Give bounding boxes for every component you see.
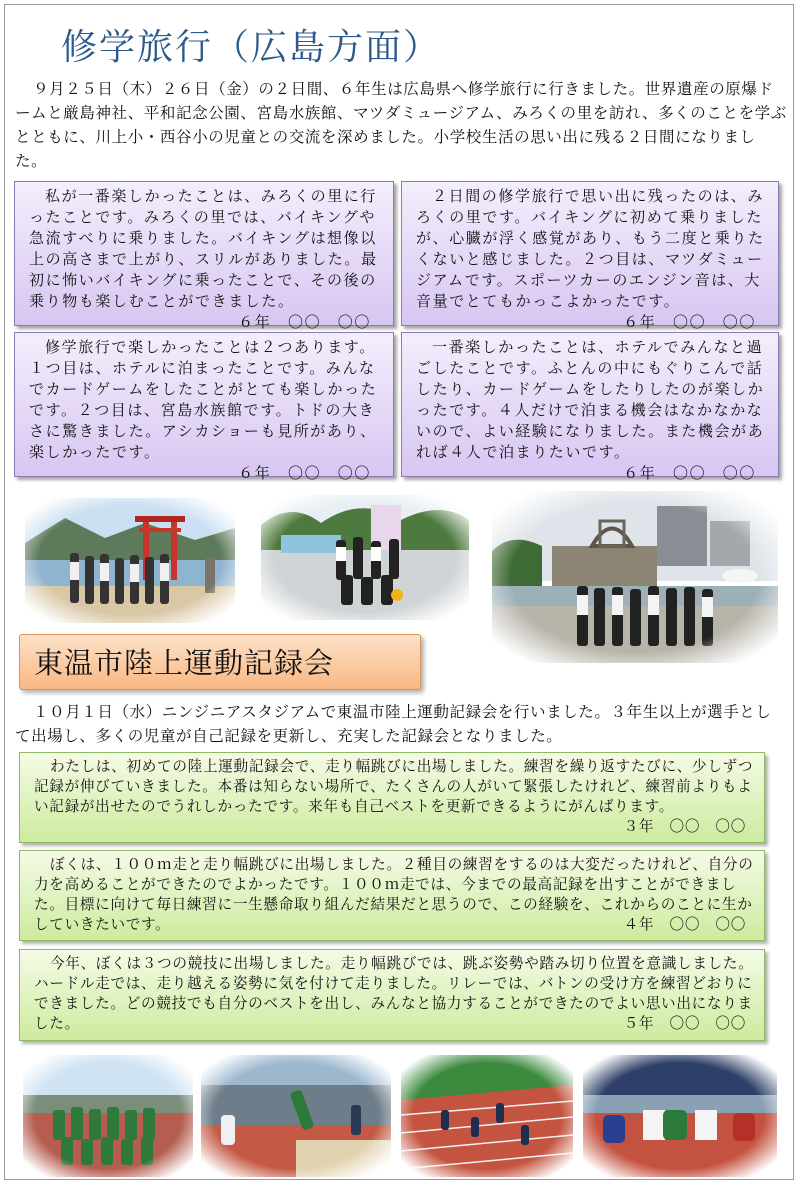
trip-comment-signature: ６年 〇〇 〇〇 xyxy=(238,464,371,482)
track-meet-intro-text: １０月１日（水）ニンジニアスタジアムで東温市陸上運動記録会を行いました。３年生以上が選手として出場し、多くの児童が自己記録を更新し、充実した記録会となりました。 xyxy=(15,703,772,745)
trip-comment-3 xyxy=(14,332,394,482)
track-meet-title: 東温市陸上運動記録会 xyxy=(19,634,421,690)
track-meet-intro xyxy=(15,700,787,748)
photo-sprint-race xyxy=(401,1055,573,1177)
trip-comment-2 xyxy=(401,181,779,331)
photo-theme-park xyxy=(261,495,469,620)
school-trip-title: 修学旅行（広島方面） xyxy=(61,27,442,68)
trip-comment-signature: ６年 〇〇 〇〇 xyxy=(238,313,371,331)
school-trip-intro-text: ９月２５日（木）２６日（金）の２日間、６年生は広島県へ修学旅行に行きました。世界遺産の原爆ドームと厳島神社、平和記念公園、宮島水族館、マツダミュージアム、みろくの里を訪れ、多くのことを学ぶとともに、川上小・西谷小の児童との交流を深めました。小学校生活の思い出に残る２日間になりました。 xyxy=(15,80,787,170)
trip-comment-4 xyxy=(401,332,779,482)
meet-comment-text: ぼくは、１００ｍ走と走り幅跳びに出場しました。２種目の練習をするのは大変だったけれど、自分の力を高めることができたのでよかったです。１００ｍ走では、今までの最高記録を出すことができました。目標に向けて毎日練習に一生懸命取り組んだ結果だと思うので、この経験を、これからのことに生かしていきたいです。 xyxy=(34,856,754,933)
meet-comment-3 xyxy=(19,949,765,1041)
photo-team-group xyxy=(23,1055,193,1177)
photo-long-jump xyxy=(201,1055,391,1177)
meet-comment-signature: ５年 〇〇 〇〇 xyxy=(623,1015,746,1032)
photo-relay-start xyxy=(583,1055,777,1177)
newsletter-page xyxy=(4,4,794,1180)
trip-comment-text: 私が一番楽しかったことは、みろくの里に行ったことです。みろくの里では、バイキングや急流すべりに乗りました。バイキングは想像以上の高さまで上がり、スリルがありました。最初に怖いバイキングに乗ったことで、その後の乗り物も楽しむことができました。 xyxy=(29,187,378,310)
meet-comment-1 xyxy=(19,752,765,843)
trip-comment-signature: ６年 〇〇 〇〇 xyxy=(623,313,756,331)
trip-comment-1 xyxy=(14,181,394,331)
trip-comment-text: ２日間の修学旅行で思い出に残ったのは、みろくの里です。バイキングに初めて乗りましたが、心臓が浮く感覚があり、もう二度と乗りたくないと感じました。２つ目は、マツダミュージアムです。スポーツカーのエンジン音は、大音量でとてもかっこよかったです。 xyxy=(416,187,765,310)
meet-comment-text: 今年、ぼくは３つの競技に出場しました。走り幅跳びでは、跳ぶ姿勢や踏み切り位置を意識しました。ハードル走では、走り越える姿勢に気を付けて走りました。リレーでは、バトンの受け方を練習どおりにできました。どの競技でも自分のベストを出し、みんなと協力することができたのでよい思い出になりました。 xyxy=(34,955,754,1032)
school-trip-intro xyxy=(15,77,787,173)
photo-itsukushima-shrine xyxy=(25,498,235,623)
photo-atomic-bomb-dome xyxy=(492,491,778,663)
meet-comment-signature: ３年 〇〇 〇〇 xyxy=(623,818,746,835)
meet-comment-2 xyxy=(19,850,765,941)
trip-comment-text: 一番楽しかったことは、ホテルでみんなと過ごしたことです。ふとんの中にもぐりこんで話したり、カードゲームをしたりしたのが楽しかったです。４人だけで泊まる機会はなかなかないので、よい経験になりました。また機会があれば４人で泊まりたいです。 xyxy=(416,338,765,461)
meet-comment-text: わたしは、初めての陸上運動記録会で、走り幅跳びに出場しました。練習を繰り返すたびに、少しずつ記録が伸びていきました。本番は知らない場所で、たくさんの人がいて緊張したけれど、練習前よりもよい記録が出せたのでうれしかったです。来年も自己ベストを更新できるようにがんばります。 xyxy=(34,758,754,815)
trip-comment-signature: ６年 〇〇 〇〇 xyxy=(623,464,756,482)
meet-comment-signature: ４年 〇〇 〇〇 xyxy=(623,916,746,933)
trip-comment-text: 修学旅行で楽しかったことは２つあります。１つ目は、ホテルに泊まったことです。みんなでカードゲームをしたことがとても楽しかったです。２つ目は、宮島水族館です。トドの大きさに驚きました。アシカショーも見所があり、楽しかったです。 xyxy=(29,338,378,461)
